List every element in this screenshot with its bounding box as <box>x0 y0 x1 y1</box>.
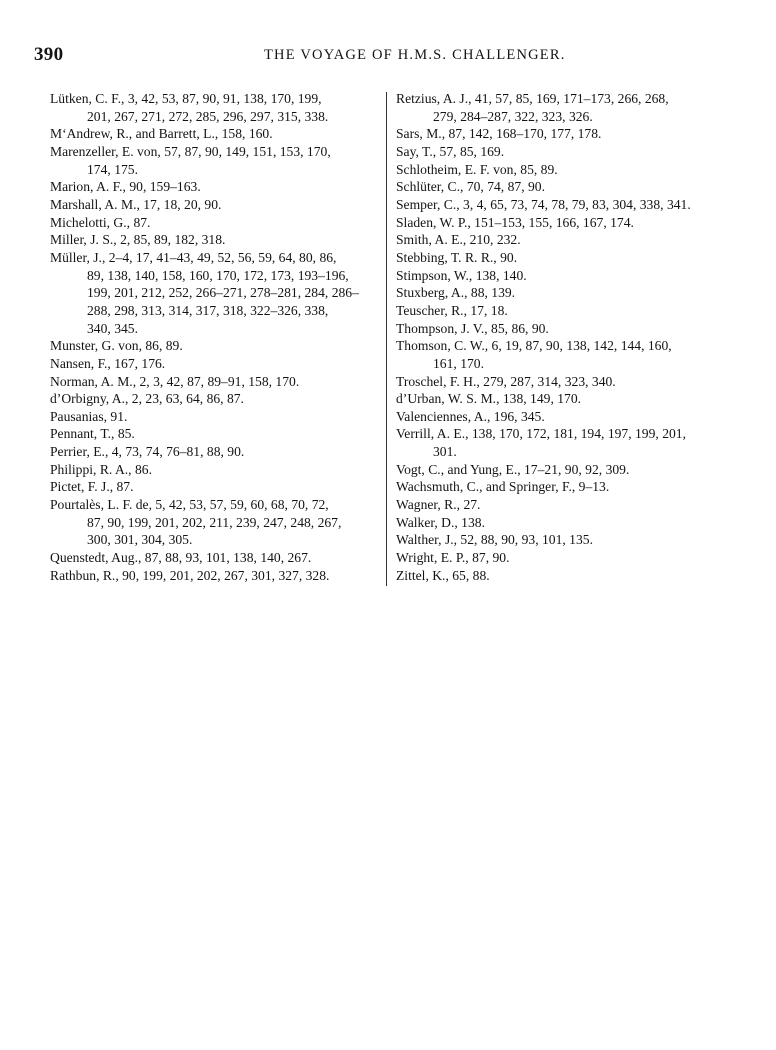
index-entry <box>50 125 380 143</box>
index-entry-line: Lütken, C. F., 3, 42, 53, 87, 90, 91, 138, 170, 199, <box>50 91 322 106</box>
index-entry-line: Teuscher, R., 17, 18. <box>396 302 508 318</box>
index-entry-line: M‘Andrew, R., and Barrett, L., 158, 160. <box>50 126 273 142</box>
index-entry-line: Walther, J., 52, 88, 90, 93, 101, 135. <box>396 532 593 548</box>
index-entry <box>50 178 380 196</box>
index-entry-line: Pictet, F. J., 87. <box>50 479 134 495</box>
index-entry <box>396 196 736 214</box>
index-entry <box>396 461 736 479</box>
index-entry <box>50 496 380 549</box>
index-entry-line: Perrier, E., 4, 73, 74, 76–81, 88, 90. <box>50 444 245 460</box>
running-title: THE VOYAGE OF H.M.S. CHALLENGER. <box>264 47 566 63</box>
index-entry-line: Sladen, W. P., 151–153, 155, 166, 167, 174. <box>396 214 634 230</box>
index-entry <box>50 214 380 232</box>
index-entry <box>396 514 736 532</box>
index-entry-line: Rathbun, R., 90, 199, 201, 202, 267, 301, 327, 328. <box>50 567 330 583</box>
index-entry <box>50 143 380 178</box>
index-entry-line: Michelotti, G., 87. <box>50 214 151 230</box>
index-entry <box>50 337 380 355</box>
index-entry-line: 201, 267, 271, 272, 285, 296, 297, 315, 338. <box>87 108 329 124</box>
index-entry-line: Troschel, F. H., 279, 287, 314, 323, 340. <box>396 373 616 389</box>
index-entry <box>50 443 380 461</box>
index-entry-line: Schlüter, C., 70, 74, 87, 90. <box>396 179 545 195</box>
index-entry-line: d’Urban, W. S. M., 138, 149, 170. <box>396 391 582 407</box>
index-entry <box>396 373 736 391</box>
index-entry <box>396 390 736 408</box>
index-entry-line: 288, 298, 313, 314, 317, 318, 322–326, 338, <box>87 302 329 318</box>
index-entry-line: Stimpson, W., 138, 140. <box>396 267 527 283</box>
page-number: 390 <box>34 44 64 65</box>
index-entry <box>396 337 736 372</box>
index-entry-line: 161, 170. <box>433 355 484 371</box>
index-entry <box>396 231 736 249</box>
index-entry-line: 300, 301, 304, 305. <box>87 532 193 548</box>
index-entry <box>50 355 380 373</box>
index-entry <box>396 267 736 285</box>
index-entry <box>50 549 380 567</box>
index-entry-line: Marion, A. F., 90, 159–163. <box>50 179 201 195</box>
index-entry-line: Schlotheim, E. F. von, 85, 89. <box>396 161 558 177</box>
index-entry <box>396 161 736 179</box>
index-entry-line: Vogt, C., and Yung, E., 17–21, 90, 92, 309. <box>396 461 630 477</box>
index-entry-line: 89, 138, 140, 158, 160, 170, 172, 173, 193–196, <box>87 267 349 283</box>
index-entry <box>50 196 380 214</box>
index-entry-line: Philippi, R. A., 86. <box>50 461 152 477</box>
index-entry-line: Miller, J. S., 2, 85, 89, 182, 318. <box>50 232 226 248</box>
index-entry <box>50 90 380 125</box>
index-entry-line: Sars, M., 87, 142, 168–170, 177, 178. <box>396 126 602 142</box>
index-entry-line: d’Orbigny, A., 2, 23, 63, 64, 86, 87. <box>50 391 244 407</box>
index-entry <box>396 143 736 161</box>
index-entry-line: Smith, A. E., 210, 232. <box>396 232 521 248</box>
index-entry <box>50 249 380 337</box>
index-entry <box>50 390 380 408</box>
index-entry-line: Marshall, A. M., 17, 18, 20, 90. <box>50 196 222 212</box>
index-entry-line: 340, 345. <box>87 320 138 336</box>
index-entry-line: Pourtalès, L. F. de, 5, 42, 53, 57, 59, 60, 68, 70, 72, <box>50 497 329 513</box>
index-entry-line: 301. <box>433 444 457 460</box>
index-entry <box>50 461 380 479</box>
index-entry-line: 87, 90, 199, 201, 202, 211, 239, 247, 248, 267, <box>87 514 342 530</box>
index-entry-line: Marenzeller, E. von, 57, 87, 90, 149, 151, 153, 170, <box>50 143 331 159</box>
index-entry <box>396 425 736 460</box>
index-entry-line: Müller, J., 2–4, 17, 41–43, 49, 52, 56, 59, 64, 80, 86, <box>50 249 337 265</box>
index-entry-line: Stebbing, T. R. R., 90. <box>396 249 518 265</box>
index-entry-line: Pausanias, 91. <box>50 408 128 424</box>
index-entry-line: Say, T., 57, 85, 169. <box>396 143 505 159</box>
index-column-right <box>396 90 736 584</box>
index-entry-line: Stuxberg, A., 88, 139. <box>396 285 516 301</box>
index-entry-line: 199, 201, 212, 252, 266–271, 278–281, 284, 286– <box>87 285 359 301</box>
index-entry-line: 174, 175. <box>87 161 138 177</box>
index-entry <box>396 320 736 338</box>
index-entry <box>396 567 736 585</box>
index-entry <box>396 408 736 426</box>
index-entry-line: Wachsmuth, C., and Springer, F., 9–13. <box>396 479 610 495</box>
index-entry-line: Walker, D., 138. <box>396 514 485 530</box>
index-entry-line: Pennant, T., 85. <box>50 426 135 442</box>
index-entry-line: Valenciennes, A., 196, 345. <box>396 408 545 424</box>
index-entry <box>396 214 736 232</box>
index-entry <box>50 567 380 585</box>
index-entry-line: 279, 284–287, 322, 323, 326. <box>433 108 593 124</box>
index-entry-line: Thompson, J. V., 85, 86, 90. <box>396 320 549 336</box>
index-column-left <box>50 90 380 584</box>
index-entry <box>396 125 736 143</box>
index-entry <box>396 531 736 549</box>
index-entry-line: Semper, C., 3, 4, 65, 73, 74, 78, 79, 83, 304, 338, 341. <box>396 196 691 212</box>
index-entry-line: Verrill, A. E., 138, 170, 172, 181, 194, 197, 199, 201, <box>396 426 686 442</box>
index-entry-line: Wright, E. P., 87, 90. <box>396 550 510 566</box>
index-entry-line: Quenstedt, Aug., 87, 88, 93, 101, 138, 140, 267. <box>50 550 312 566</box>
index-entry-line: Norman, A. M., 2, 3, 42, 87, 89–91, 158, 170. <box>50 373 300 389</box>
index-entry <box>396 90 736 125</box>
index-entry <box>50 425 380 443</box>
page-header <box>34 44 746 68</box>
index-entry <box>396 249 736 267</box>
index-entry <box>50 373 380 391</box>
index-entry <box>396 549 736 567</box>
index-entry-line: Wagner, R., 27. <box>396 497 481 513</box>
index-entry <box>396 178 736 196</box>
index-entry-line: Zittel, K., 65, 88. <box>396 567 490 583</box>
index-entry <box>396 284 736 302</box>
index-entry-line: Retzius, A. J., 41, 57, 85, 169, 171–173, 266, 268, <box>396 91 669 106</box>
index-entry-line: Thomson, C. W., 6, 19, 87, 90, 138, 142, 144, 160, <box>396 338 672 354</box>
index-entry <box>396 496 736 514</box>
index-entry <box>396 478 736 496</box>
column-divider <box>386 92 387 586</box>
index-entry-line: Munster, G. von, 86, 89. <box>50 338 183 354</box>
index-entry <box>50 231 380 249</box>
index-entry <box>50 408 380 426</box>
index-entry <box>396 302 736 320</box>
index-entry-line: Nansen, F., 167, 176. <box>50 355 166 371</box>
index-entry <box>50 478 380 496</box>
